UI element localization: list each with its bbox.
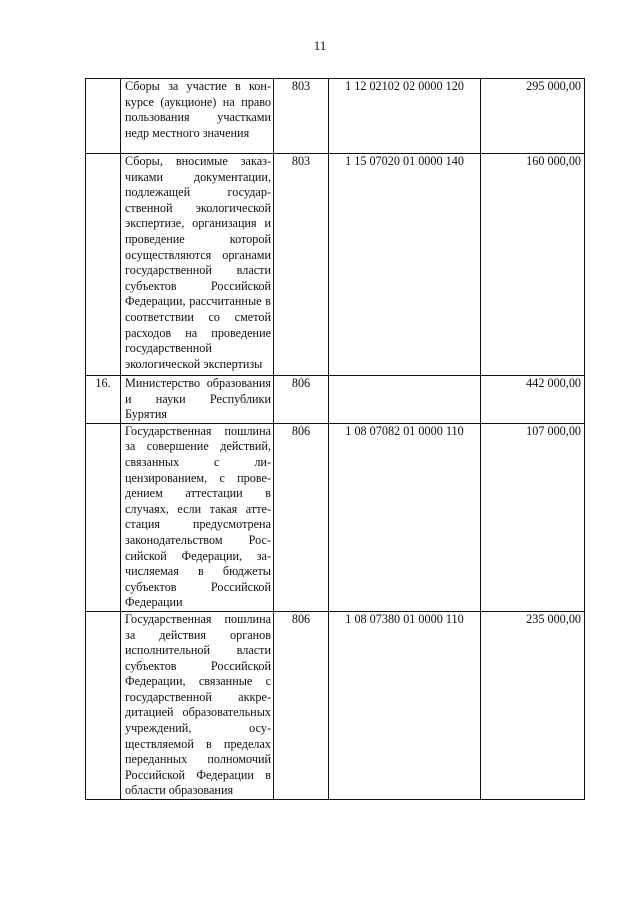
amount: 442 000,00 — [481, 376, 585, 424]
revenue-name: Сборы за участие в конкурсе (аукционе) на право пользования участками недр местного значения — [121, 79, 274, 154]
budget-classification-code: 1 08 07380 01 0000 110 — [329, 611, 481, 799]
revenue-name: Государственная пошлина за действия органов исполнительной власти субъектов Российской Федерации, связанные с государственной аккредитацией образовательных учреждений, осуществляемой в пределах переданных полномочий Российской Федерации в области образования — [121, 611, 274, 799]
revenue-name: Государственная пошлина за совершение действий, связанных с лицензированием, с проведением аттестации в случаях, если такая аттестация предусмотрена законодательством Российской Федерации, зачисляемая в бюджеты субъектов Российской Федерации — [121, 423, 274, 611]
table-row — [86, 423, 585, 611]
page-number: 11 — [313, 38, 327, 53]
row-number — [86, 154, 121, 376]
row-number — [86, 611, 121, 799]
table-row — [86, 79, 585, 154]
admin-code: 806 — [274, 611, 329, 799]
budget-classification-code: 1 08 07082 01 0000 110 — [329, 423, 481, 611]
amount: 160 000,00 — [481, 154, 585, 376]
amount: 235 000,00 — [481, 611, 585, 799]
row-number: 16. — [86, 376, 121, 424]
admin-code: 803 — [274, 79, 329, 154]
amount: 295 000,00 — [481, 79, 585, 154]
table-row — [86, 154, 585, 376]
table-row — [86, 376, 585, 424]
revenue-name: Министерство образования и науки Республики Бурятия — [121, 376, 274, 424]
admin-code: 806 — [274, 423, 329, 611]
row-number — [86, 79, 121, 154]
admin-code: 803 — [274, 154, 329, 376]
row-number — [86, 423, 121, 611]
budget-classification-code: 1 12 02102 02 0000 120 — [329, 79, 481, 154]
revenue-name: Сборы, вносимые заказчиками документации, подлежащей государственной экологической экспертизе, организация и проведение которой осуществляются органами государственной власти субъектов Российской Федерации, рассчитанные в соответствии со сметой расходов на проведение государственной экологической экспертизы — [121, 154, 274, 376]
table-row — [86, 611, 585, 799]
budget-classification-code: 1 15 07020 01 0000 140 — [329, 154, 481, 376]
admin-code: 806 — [274, 376, 329, 424]
budget-classification-code — [329, 376, 481, 424]
budget-revenue-table — [85, 78, 585, 800]
amount: 107 000,00 — [481, 423, 585, 611]
